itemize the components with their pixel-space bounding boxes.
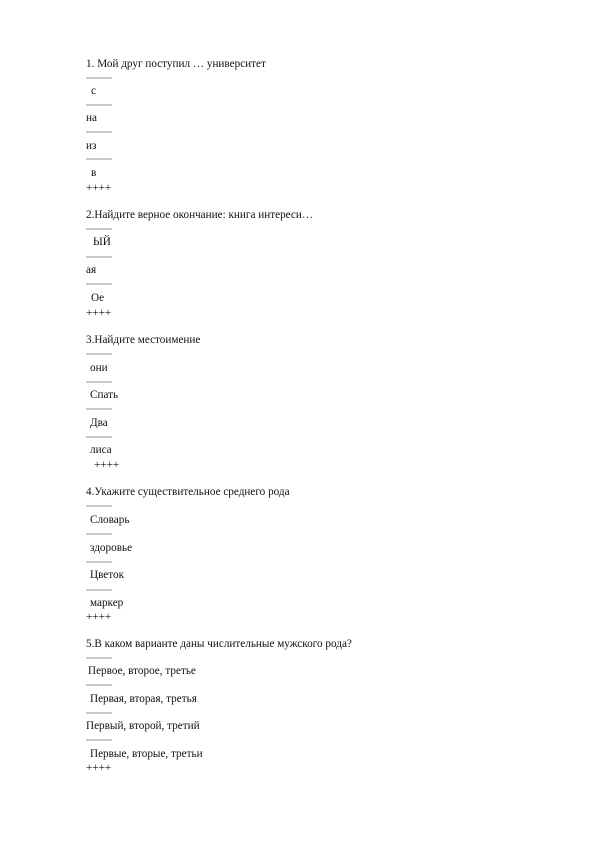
question-1-option-1: с [91,85,96,97]
question-4-option-4: маркер [90,597,124,609]
question-2-option-3: Ое [91,292,105,304]
option-separator [86,561,112,563]
option-separator [86,712,112,714]
question-1-text: 1. Мой друг поступил … университет [86,58,266,70]
option-separator [86,158,112,160]
option-separator [86,353,112,355]
question-3-option-2: Спать [90,389,119,401]
question-3-option-1: они [90,362,108,374]
option-separator [86,533,112,535]
question-1-option-4: в [91,167,97,179]
option-separator [86,77,112,79]
question-1-option-2: на [86,112,97,124]
option-separator [86,104,112,106]
question-4-text: 4.Укажите существительное среднего рода [86,486,290,498]
question-3-option-3: Два [90,417,108,429]
option-separator [86,739,112,741]
question-1-option-3: из [86,140,97,152]
question-1-end-marker: ++++ [86,182,112,194]
question-2-end-marker: ++++ [86,307,112,319]
question-4-end-marker: ++++ [86,611,112,623]
question-3-end-marker: ++++ [94,459,120,471]
option-separator [86,505,112,507]
question-4-option-3: Цветок [90,569,125,581]
question-4-option-2: здоровье [90,542,133,554]
question-5-option-2: Первая, вторая, третья [90,693,197,705]
option-separator [86,684,112,686]
option-separator [86,436,112,438]
question-3-text: 3.Найдите местоимение [86,334,201,346]
option-separator [86,228,112,230]
question-3-option-4: лиса [90,444,112,456]
question-4-option-1: Словарь [90,514,130,526]
option-separator [86,381,112,383]
question-2-option-2: ая [86,264,97,276]
option-separator [86,657,112,659]
option-separator [86,408,112,410]
option-separator [86,256,112,258]
question-2-option-1: ЫЙ [93,236,111,248]
question-5-text: 5.В каком варианте даны числительные мужского рода? [86,638,352,650]
question-5-end-marker: ++++ [86,762,112,774]
question-5-option-4: Первые, вторые, третьи [90,748,203,760]
question-5-option-3: Первый, второй, третий [86,720,200,732]
question-2-text: 2.Найдите верное окончание: книга интереси… [86,209,314,221]
option-separator [86,589,112,591]
option-separator [86,131,112,133]
option-separator [86,283,112,285]
question-5-option-1: Первое, второе, третье [88,665,196,677]
